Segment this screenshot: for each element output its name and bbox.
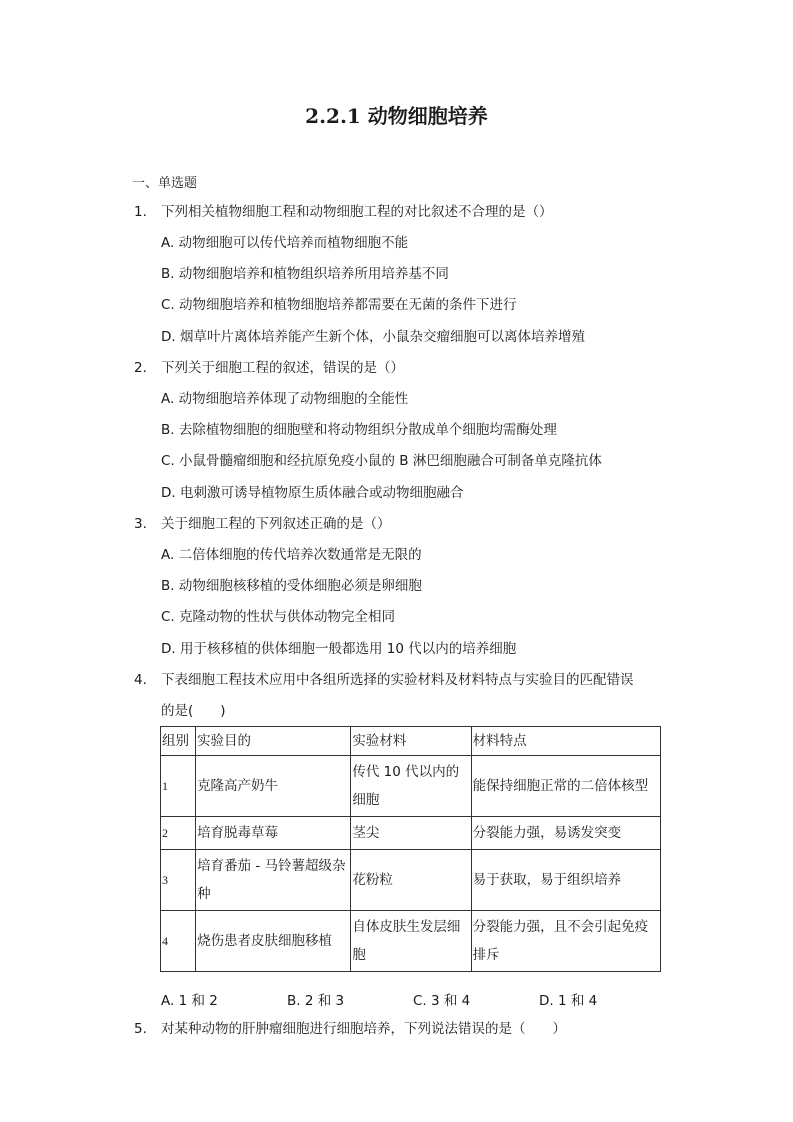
cell-feature: 易于获取，易于组织培养 [471, 850, 660, 911]
option-a: A. 动物细胞培养体现了动物细胞的全能性 [161, 391, 409, 407]
option-d: D. 烟草叶片离体培养能产生新个体，小鼠杂交瘤细胞可以离体培养增殖 [161, 329, 585, 345]
option-c: C. 3 和 4 [413, 993, 471, 1009]
option-a: A. 1 和 2 [161, 993, 218, 1009]
cell-group: 3 [161, 850, 196, 911]
question-text: 下表细胞工程技术应用中各组所选择的实验材料及材料特点与实验目的匹配错误 [161, 672, 634, 688]
cell-feature: 分裂能力强，易诱发突变 [471, 817, 660, 850]
option-c: C. 克隆动物的性状与供体动物完全相同 [161, 609, 396, 625]
table-header-row [161, 727, 661, 756]
option-c: C. 动物细胞培养和植物细胞培养都需要在无菌的条件下进行 [161, 297, 517, 313]
cell-material: 茎尖 [351, 817, 471, 850]
cell-material: 自体皮肤生发层细胞 [351, 911, 471, 972]
cell-material: 花粉粒 [351, 850, 471, 911]
question-number: 5. [134, 1021, 147, 1037]
option-c: C. 小鼠骨髓瘤细胞和经抗原免疫小鼠的 B 淋巴细胞融合可制备单克隆抗体 [161, 453, 602, 469]
question-text: 关于细胞工程的下列叙述正确的是（） [161, 516, 391, 532]
option-d: D. 电刺激可诱导植物原生质体融合或动物细胞融合 [161, 485, 464, 501]
table-row [161, 817, 661, 850]
option-d: D. 1 和 4 [539, 993, 598, 1009]
cell-group: 2 [161, 817, 196, 850]
table-row [161, 911, 661, 972]
question-number: 1. [134, 204, 147, 220]
cell-purpose: 培育番茄 - 马铃薯超级杂种 [196, 850, 351, 911]
question-text: 下列关于细胞工程的叙述，错误的是（） [161, 360, 404, 376]
header-material: 实验材料 [351, 727, 471, 756]
question-number: 4. [134, 672, 147, 688]
header-purpose: 实验目的 [196, 727, 351, 756]
option-a: A. 二倍体细胞的传代培养次数通常是无限的 [161, 547, 422, 563]
cell-group: 1 [161, 756, 196, 817]
question-number: 3. [134, 516, 147, 532]
option-d: D. 用于核移植的供体细胞一般都选用 10 代以内的培养细胞 [161, 641, 517, 657]
option-b: B. 动物细胞核移植的受体细胞必须是卵细胞 [161, 578, 422, 594]
option-a: A. 动物细胞可以传代培养而植物细胞不能 [161, 235, 409, 251]
cell-purpose: 克隆高产奶牛 [196, 756, 351, 817]
question-text-continued: 的是( ) [161, 703, 226, 719]
page-title: 2.2.1 动物细胞培养 [305, 104, 488, 128]
cell-feature: 能保持细胞正常的二倍体核型 [471, 756, 660, 817]
option-b: B. 动物细胞培养和植物组织培养所用培养基不同 [161, 266, 449, 282]
options-row [161, 989, 661, 1007]
question-number: 2. [134, 360, 147, 376]
table-row [161, 850, 661, 911]
question-text: 下列相关植物细胞工程和动物细胞工程的对比叙述不合理的是（） [161, 204, 553, 220]
cell-material: 传代 10 代以内的细胞 [351, 756, 471, 817]
section-heading: 一、单选题 [132, 176, 198, 191]
header-feature: 材料特点 [471, 727, 660, 756]
option-b: B. 2 和 3 [287, 993, 345, 1009]
cell-feature: 分裂能力强，且不会引起免疫排斥 [471, 911, 660, 972]
cell-purpose: 培育脱毒草莓 [196, 817, 351, 850]
question-text: 对某种动物的肝肿瘤细胞进行细胞培养，下列说法错误的是（ ） [161, 1021, 566, 1037]
experiment-table [160, 726, 661, 972]
cell-purpose: 烧伤患者皮肤细胞移植 [196, 911, 351, 972]
cell-group: 4 [161, 911, 196, 972]
table-row [161, 756, 661, 817]
option-b: B. 去除植物细胞的细胞壁和将动物组织分散成单个细胞均需酶处理 [161, 422, 557, 438]
header-group: 组别 [161, 727, 196, 756]
